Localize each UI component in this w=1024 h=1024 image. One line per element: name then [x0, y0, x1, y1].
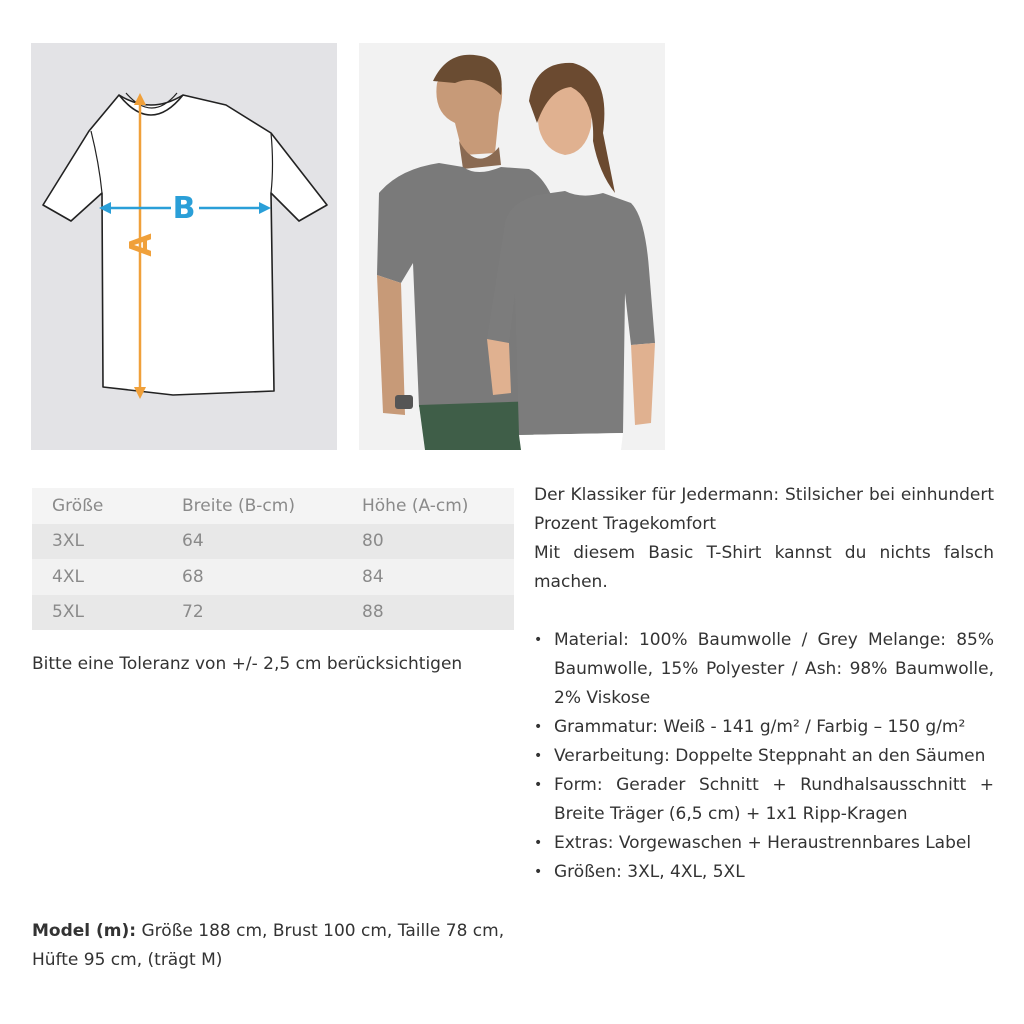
table-row — [32, 559, 514, 595]
bullet-icon: • — [534, 748, 543, 764]
tshirt-size-diagram — [31, 43, 337, 450]
cell-width: 72 — [182, 602, 204, 623]
feature-form: Form: Gerader Schnitt + Rundhalsausschnitt + Breite Träger (6,5 cm) + 1x1 Ripp-Kragen — [554, 775, 994, 824]
size-table — [32, 488, 514, 630]
feature-extras: Extras: Vorgewaschen + Heraustrennbares Label — [554, 833, 972, 853]
feature-list — [534, 626, 994, 887]
table-row — [32, 524, 514, 560]
cell-size: 5XL — [52, 602, 84, 623]
description-line-1: Der Klassiker für Jedermann: Stilsicher bei einhundert Prozent Tragekomfort — [534, 485, 994, 534]
feature-processing: Verarbeitung: Doppelte Steppnaht an den Säumen — [554, 746, 986, 766]
label-a: A — [124, 233, 159, 257]
bullet-icon: • — [534, 719, 543, 735]
description-line-2: Mit diesem Basic T-Shirt kannst du nichts falsch machen. — [534, 543, 994, 592]
feature-grammage: Grammatur: Weiß - 141 g/m² / Farbig – 150 g/m² — [554, 717, 966, 737]
tshirt-outline-graphic — [31, 43, 337, 450]
model-label: Model (m): — [32, 921, 137, 941]
list-item — [534, 626, 994, 713]
model-measurements: Größe 188 cm, Brust 100 cm, Taille 78 cm, Hüfte 95 cm, (trägt M) — [32, 921, 505, 970]
list-item — [534, 742, 994, 771]
cell-width: 64 — [182, 531, 204, 552]
bullet-icon: • — [534, 835, 543, 851]
list-item — [534, 829, 994, 858]
product-description — [534, 481, 994, 597]
cell-width: 68 — [182, 566, 204, 587]
cell-size: 4XL — [52, 566, 84, 587]
bullet-icon: • — [534, 777, 543, 793]
cell-height: 80 — [362, 531, 384, 552]
feature-sizes: Größen: 3XL, 4XL, 5XL — [554, 862, 745, 882]
list-item — [534, 713, 994, 742]
bullet-icon: • — [534, 864, 543, 880]
bullet-icon: • — [534, 632, 543, 648]
cell-size: 3XL — [52, 531, 84, 552]
model-info — [32, 917, 512, 975]
feature-material: Material: 100% Baumwolle / Grey Melange: 85% Baumwolle, 15% Polyester / Ash: 98% Baumwolle, 2% Viskose — [554, 630, 994, 708]
label-b: B — [172, 191, 196, 226]
cell-height: 84 — [362, 566, 384, 587]
cell-height: 88 — [362, 602, 384, 623]
table-row — [32, 595, 514, 631]
list-item — [534, 771, 994, 829]
header-size: Größe — [52, 495, 104, 516]
tolerance-note: Bitte eine Toleranz von +/- 2,5 cm berücksichtigen — [32, 654, 463, 674]
header-height: Höhe (A-cm) — [362, 495, 469, 516]
list-item — [534, 858, 994, 887]
models-photo — [359, 43, 665, 450]
models-illustration — [359, 43, 665, 450]
size-table-header-row — [32, 488, 514, 524]
header-width: Breite (B-cm) — [182, 495, 295, 516]
